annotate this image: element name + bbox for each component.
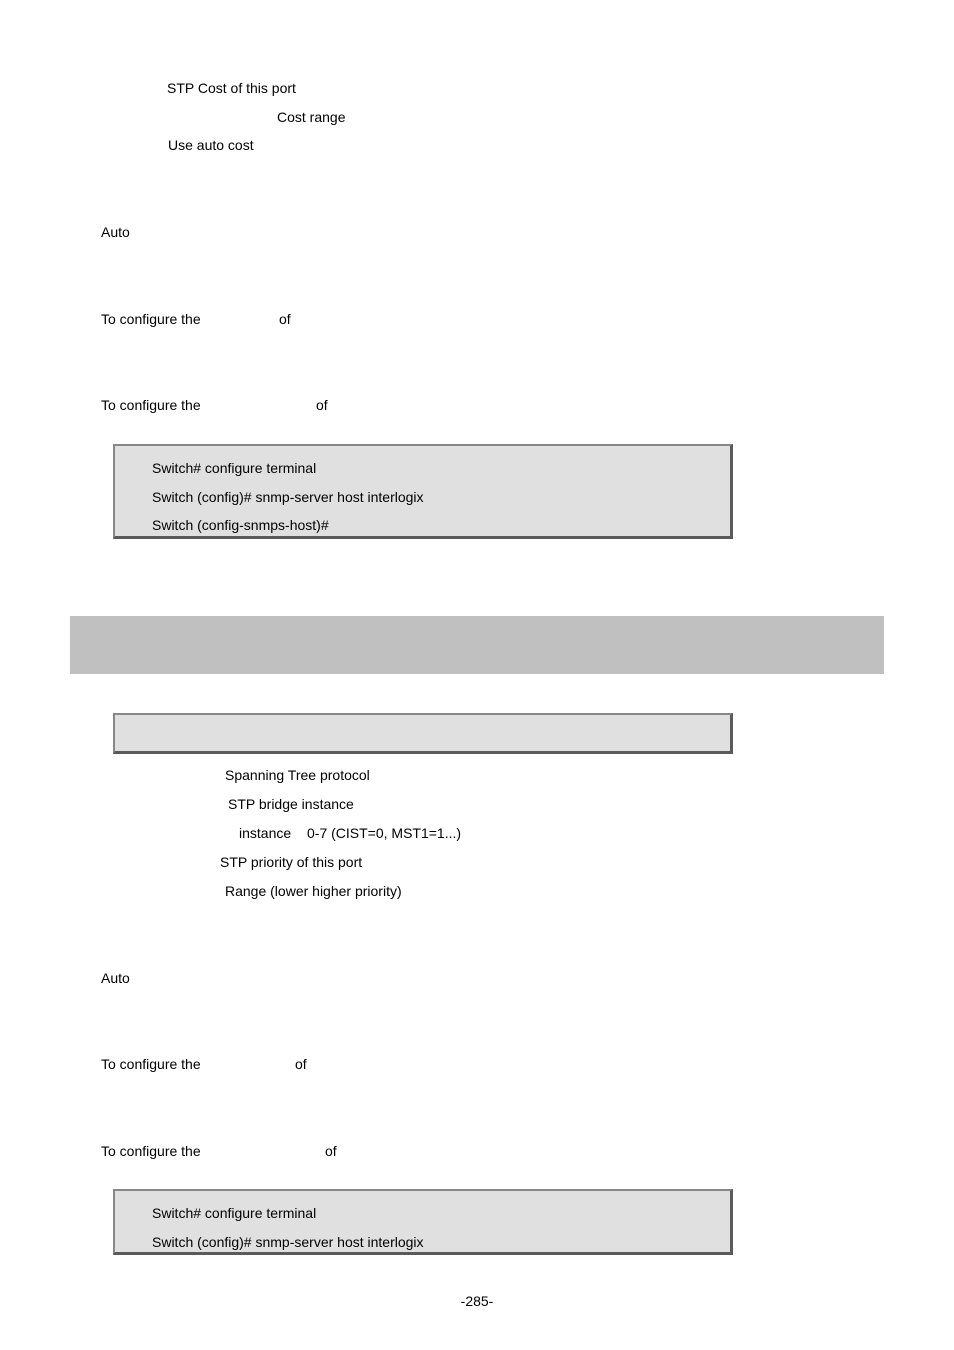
syntax-box <box>113 713 733 754</box>
code-line: Switch# configure terminal <box>152 460 317 476</box>
desc-stp-cost: STP Cost of this port <box>167 80 296 96</box>
usage-text: of <box>325 1143 337 1159</box>
usage-text: To configure the <box>101 1143 201 1159</box>
code-line: Switch (config)# snmp-server host interlogix <box>152 1234 424 1250</box>
example-code-box <box>113 444 733 539</box>
usage-text: To configure the <box>101 311 201 327</box>
desc-bridge-instance: STP bridge instance <box>228 796 354 812</box>
usage-text: of <box>316 397 328 413</box>
desc-instance: instance <box>239 825 292 841</box>
default-value: Auto <box>101 224 130 240</box>
desc-priority-range: Range (lower higher priority) <box>225 883 402 899</box>
usage-text: of <box>295 1056 307 1072</box>
page-number: -285- <box>460 1293 494 1309</box>
default-value: Auto <box>101 970 130 986</box>
desc-spanning-tree: Spanning Tree protocol <box>225 767 370 783</box>
code-line: Switch (config-snmps-host)# <box>152 517 329 533</box>
example-code-box <box>113 1189 733 1255</box>
section-heading-bar <box>70 616 884 674</box>
usage-text: To configure the <box>101 1056 201 1072</box>
code-line: Switch (config)# snmp-server host interlogix <box>152 489 424 505</box>
usage-text: To configure the <box>101 397 201 413</box>
usage-text: of <box>279 311 291 327</box>
desc-instance-range: 0-7 (CIST=0, MST1=1...) <box>307 825 462 841</box>
desc-cost-range: Cost range <box>277 109 346 125</box>
desc-auto-cost: Use auto cost <box>168 137 254 153</box>
desc-priority: STP priority of this port <box>220 854 363 870</box>
code-line: Switch# configure terminal <box>152 1205 317 1221</box>
